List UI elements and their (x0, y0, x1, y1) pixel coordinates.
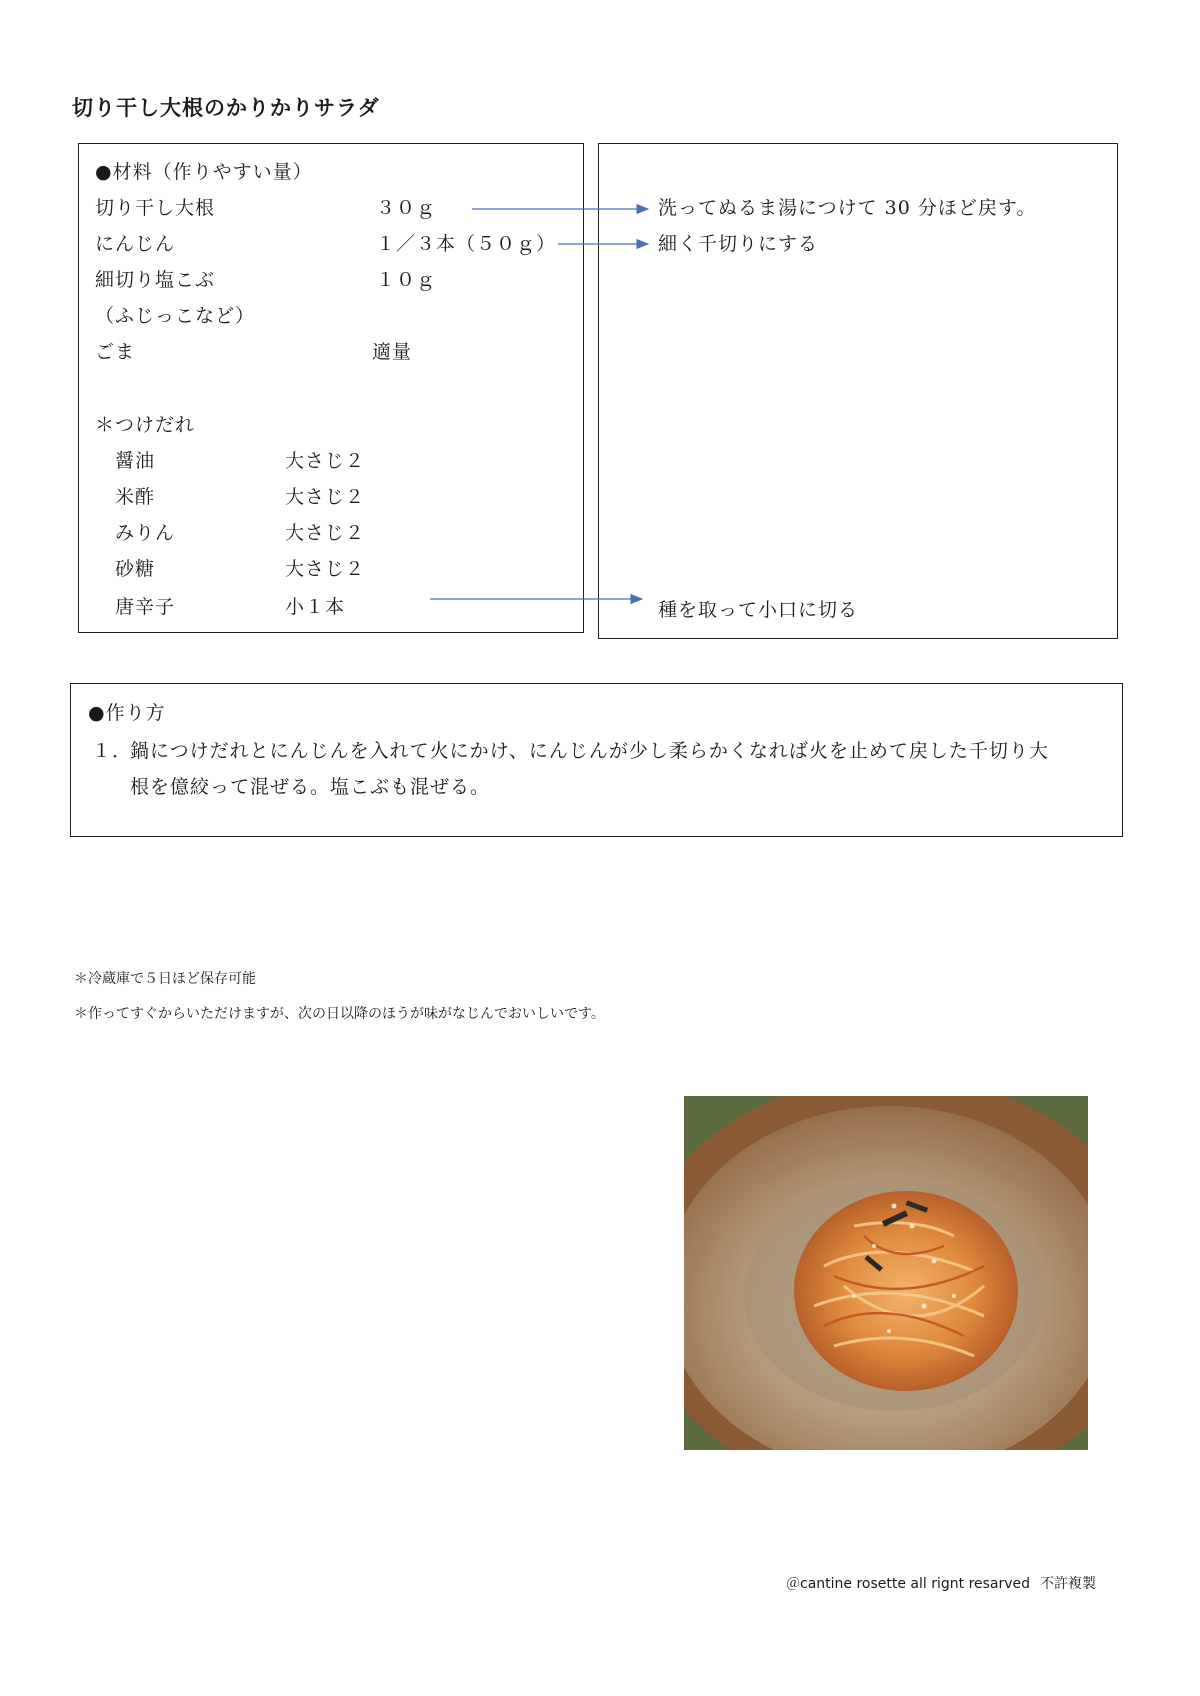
prep-note: 種を取って小口に切る (658, 599, 859, 621)
sauce-amount: 大さじ２ (285, 486, 366, 508)
storage-note: ＊冷蔵庫で５日ほど保存可能 (74, 971, 256, 987)
no-copy-text: 不許複製 (1040, 1576, 1096, 1592)
page-title: 切り干し大根のかりかりサラダ (72, 95, 380, 120)
sauce-amount: 大さじ２ (285, 450, 366, 472)
ingredient-amount: 適量 (372, 341, 413, 363)
sauce-name: 米酢 (115, 486, 156, 508)
step-text-line1: 鍋につけだれとにんじんを入れて火にかけ、にんじんが少し柔らかくなれば火を止めて戻した千切り大 (130, 740, 1049, 762)
sauce-amount: 大さじ２ (285, 522, 366, 544)
prep-note: 洗ってぬるま湯につけて 30 分ほど戻す。 (658, 197, 1037, 219)
ingredients-heading: ●材料（作りやすい量） (95, 161, 313, 183)
salad-bowl-image (684, 1096, 1088, 1450)
ingredient-name: にんじん (95, 233, 176, 255)
ingredient-amount: ３０ｇ (376, 197, 437, 219)
sauce-name: 砂糖 (115, 558, 156, 580)
serving-note: ＊作ってすぐからいただけますが、次の日以降のほうが味がなじんでおいしいです。 (74, 1006, 605, 1022)
sauce-name: 醤油 (115, 450, 156, 472)
sauce-amount: 小１本 (285, 596, 346, 618)
method-heading: ●作り方 (88, 702, 166, 724)
ingredient-amount: １／３本（５０ｇ） (376, 233, 557, 255)
ingredient-name: （ふじっこなど） (95, 305, 256, 327)
step-text-line2: 根を億絞って混ぜる。塩こぶも混ぜる。 (130, 776, 491, 798)
step-number: １． (92, 740, 133, 762)
ingredient-name: ごま (95, 341, 136, 363)
salad-photo (684, 1096, 1088, 1450)
prep-note: 細く千切りにする (658, 233, 819, 255)
arrows-layer (0, 0, 1200, 700)
ingredient-name: 切り干し大根 (95, 197, 216, 219)
sauce-amount: 大さじ２ (285, 558, 366, 580)
sauce-heading: ＊つけだれ (95, 414, 196, 436)
copyright-text: ＠cantine rosette all rignt resarved (786, 1576, 1031, 1592)
sauce-name: みりん (115, 522, 176, 544)
ingredient-name: 細切り塩こぶ (95, 269, 216, 291)
sauce-name: 唐辛子 (115, 596, 176, 618)
ingredient-amount: １０ｇ (376, 269, 437, 291)
